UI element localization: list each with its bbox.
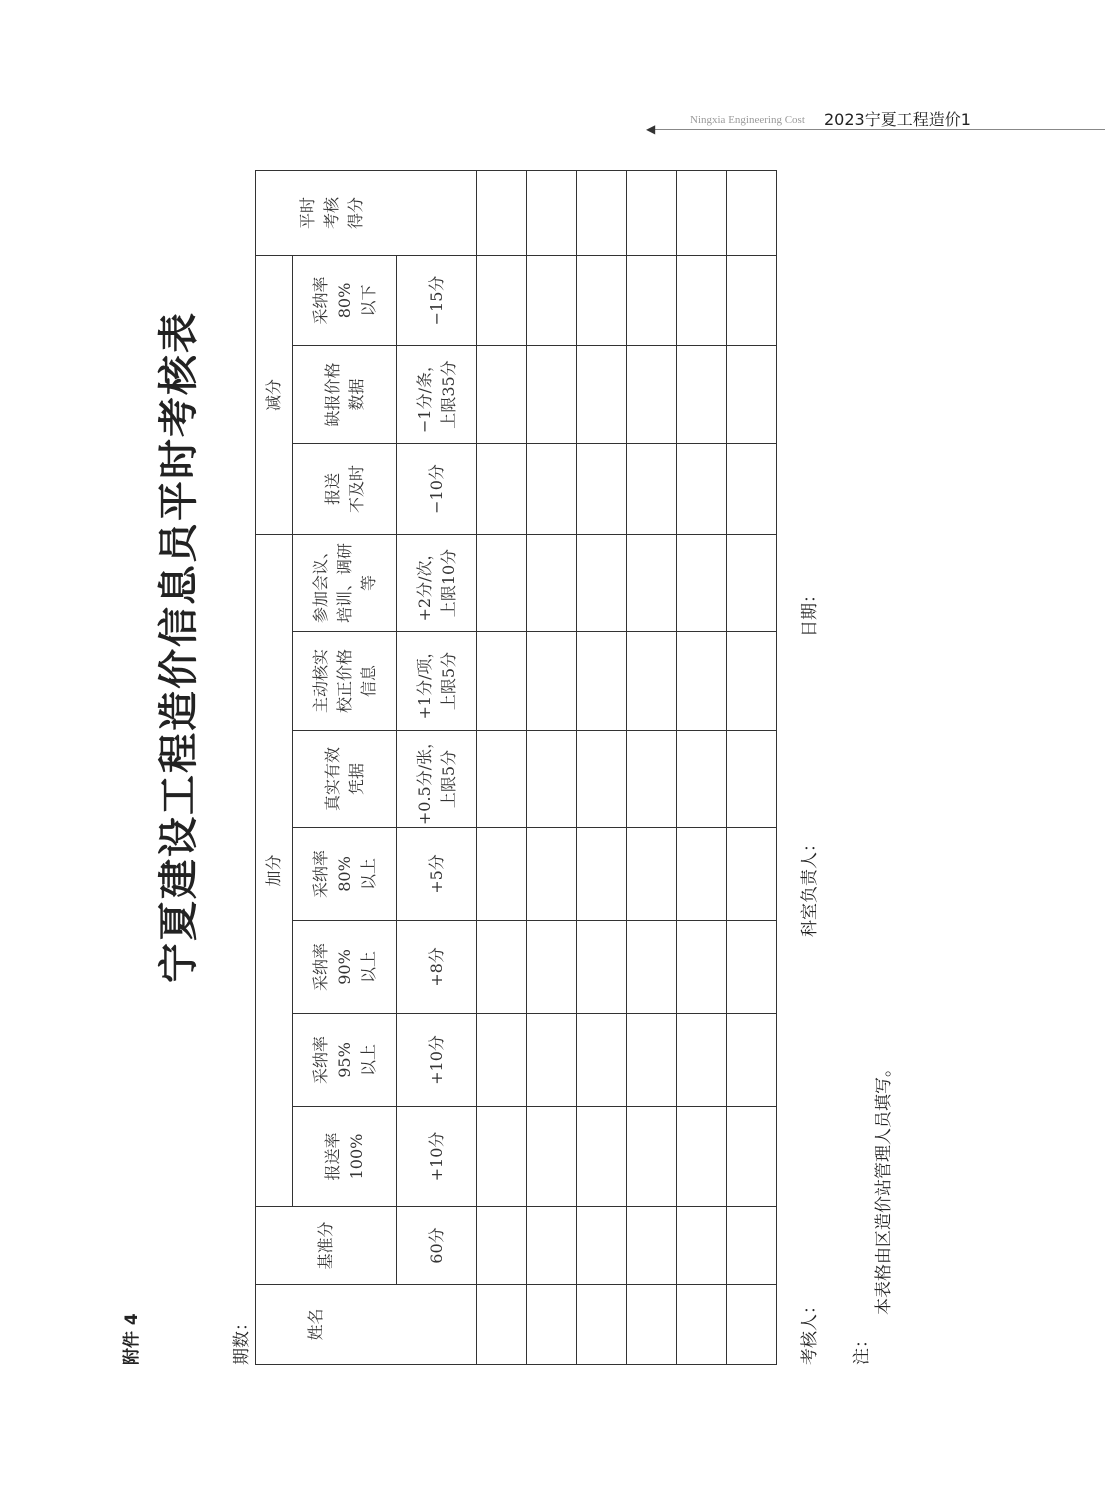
- bonus-criterion-1: 报送率 100%: [293, 1107, 397, 1207]
- blank-cell: [627, 1285, 677, 1365]
- blank-cell: [527, 921, 577, 1014]
- blank-cell: [527, 1014, 577, 1107]
- column-header-name: 姓名: [256, 1285, 477, 1365]
- blank-cell: [677, 731, 727, 828]
- blank-cell: [727, 171, 777, 256]
- arrow-left-icon: ◀: [646, 122, 656, 136]
- rotated-page: [117, 157, 917, 1377]
- blank-cell: [727, 346, 777, 444]
- table-row: [627, 171, 677, 1365]
- base-score-value: 60分: [397, 1207, 477, 1285]
- blank-cell: [477, 1107, 527, 1207]
- table-row: [577, 171, 627, 1365]
- column-header-total-score: 平时 考核 得分: [256, 171, 477, 256]
- blank-cell: [477, 921, 527, 1014]
- blank-cell: [727, 828, 777, 921]
- blank-cell: [727, 632, 777, 731]
- blank-cell: [527, 828, 577, 921]
- blank-cell: [477, 1014, 527, 1107]
- blank-cell: [577, 444, 627, 535]
- period-label: 期数：: [232, 1314, 252, 1365]
- blank-cell: [627, 731, 677, 828]
- blank-cell: [527, 632, 577, 731]
- table-row: [677, 171, 727, 1365]
- blank-cell: [477, 828, 527, 921]
- blank-cell: [577, 1014, 627, 1107]
- blank-cell: [627, 535, 677, 632]
- blank-cell: [527, 535, 577, 632]
- blank-cell: [627, 1207, 677, 1285]
- blank-cell: [577, 632, 627, 731]
- bonus-score-6: +1分/项， 上限5分: [397, 632, 477, 731]
- page-title: 宁夏建设工程造价信息员平时考核表: [155, 311, 202, 983]
- blank-cell: [627, 632, 677, 731]
- blank-cell: [627, 828, 677, 921]
- blank-cell: [727, 1107, 777, 1207]
- blank-cell: [627, 1014, 677, 1107]
- bonus-criterion-7: 参加会议、 培训、调研 等: [293, 535, 397, 632]
- bonus-score-2: +10分: [397, 1014, 477, 1107]
- deduction-score-2: −1分/条， 上限35分: [397, 346, 477, 444]
- blank-cell: [577, 535, 627, 632]
- blank-cell: [577, 828, 627, 921]
- attachment-label: 附件 4: [122, 1313, 142, 1365]
- deduction-criterion-1: 报送 不及时: [293, 444, 397, 535]
- blank-cell: [727, 256, 777, 346]
- table-row: [477, 171, 527, 1365]
- blank-cell: [477, 731, 527, 828]
- bonus-score-4: +5分: [397, 828, 477, 921]
- blank-cell: [627, 346, 677, 444]
- column-header-base-score: 基准分: [256, 1207, 397, 1285]
- blank-cell: [677, 1014, 727, 1107]
- note-label: 注：: [852, 1331, 872, 1365]
- bonus-score-7: +2分/次， 上限10分: [397, 535, 477, 632]
- bonus-criterion-4: 采纳率 80% 以上: [293, 828, 397, 921]
- blank-cell: [677, 828, 727, 921]
- blank-cell: [527, 346, 577, 444]
- blank-cell: [727, 1014, 777, 1107]
- blank-cell: [677, 535, 727, 632]
- blank-cell: [527, 1207, 577, 1285]
- section-chief-label: 科室负责人：: [800, 835, 820, 937]
- blank-cell: [627, 444, 677, 535]
- header-english-title: Ningxia Engineering Cost: [690, 114, 805, 126]
- blank-cell: [577, 1207, 627, 1285]
- bonus-score-1: +10分: [397, 1107, 477, 1207]
- header-journal-title: 2023宁夏工程造价1: [824, 110, 971, 129]
- blank-cell: [577, 346, 627, 444]
- bonus-criterion-5: 真实有效 凭据: [293, 731, 397, 828]
- bonus-score-3: +8分: [397, 921, 477, 1014]
- blank-cell: [677, 921, 727, 1014]
- blank-cell: [527, 444, 577, 535]
- blank-cell: [577, 921, 627, 1014]
- blank-cell: [727, 921, 777, 1014]
- bonus-criterion-2: 采纳率 95% 以上: [293, 1014, 397, 1107]
- group-header-deduction: 减分: [256, 256, 293, 535]
- assessment-table: [255, 170, 777, 1365]
- blank-cell: [477, 632, 527, 731]
- blank-cell: [627, 171, 677, 256]
- blank-cell: [677, 1207, 727, 1285]
- blank-cell: [527, 1285, 577, 1365]
- blank-cell: [577, 1285, 627, 1365]
- blank-cell: [527, 171, 577, 256]
- table-row: [527, 171, 577, 1365]
- blank-cell: [627, 921, 677, 1014]
- blank-cell: [727, 1207, 777, 1285]
- deduction-criterion-3: 采纳率 80% 以下: [293, 256, 397, 346]
- bonus-score-5: +0.5分/张， 上限5分: [397, 731, 477, 828]
- blank-cell: [677, 171, 727, 256]
- blank-cell: [577, 1107, 627, 1207]
- blank-cell: [677, 444, 727, 535]
- blank-cell: [677, 256, 727, 346]
- blank-cell: [577, 731, 627, 828]
- blank-cell: [727, 535, 777, 632]
- blank-cell: [727, 444, 777, 535]
- blank-cell: [627, 256, 677, 346]
- blank-cell: [527, 256, 577, 346]
- blank-cell: [577, 256, 627, 346]
- blank-cell: [477, 1285, 527, 1365]
- blank-cell: [627, 1107, 677, 1207]
- date-label: 日期：: [800, 586, 820, 637]
- blank-cell: [677, 1107, 727, 1207]
- blank-cell: [477, 535, 527, 632]
- blank-cell: [477, 1207, 527, 1285]
- blank-cell: [727, 731, 777, 828]
- bonus-criterion-3: 采纳率 90% 以上: [293, 921, 397, 1014]
- blank-cell: [477, 256, 527, 346]
- blank-cell: [477, 171, 527, 256]
- deduction-score-3: −15分: [397, 256, 477, 346]
- deduction-criterion-2: 缺报价格 数据: [293, 346, 397, 444]
- blank-cell: [677, 632, 727, 731]
- blank-cell: [477, 346, 527, 444]
- blank-cell: [577, 171, 627, 256]
- deduction-score-1: −10分: [397, 444, 477, 535]
- blank-cell: [677, 346, 727, 444]
- table-row: [727, 171, 777, 1365]
- blank-cell: [677, 1285, 727, 1365]
- blank-cell: [527, 1107, 577, 1207]
- blank-cell: [527, 731, 577, 828]
- blank-cell: [727, 1285, 777, 1365]
- group-header-bonus: 加分: [256, 535, 293, 1207]
- note-text: 本表格由区造价站管理人员填写。: [874, 1060, 894, 1315]
- assessor-label: 考核人：: [800, 1297, 820, 1365]
- header-rule: [652, 129, 1105, 130]
- bonus-criterion-6: 主动核实 校正价格 信息: [293, 632, 397, 731]
- blank-cell: [477, 444, 527, 535]
